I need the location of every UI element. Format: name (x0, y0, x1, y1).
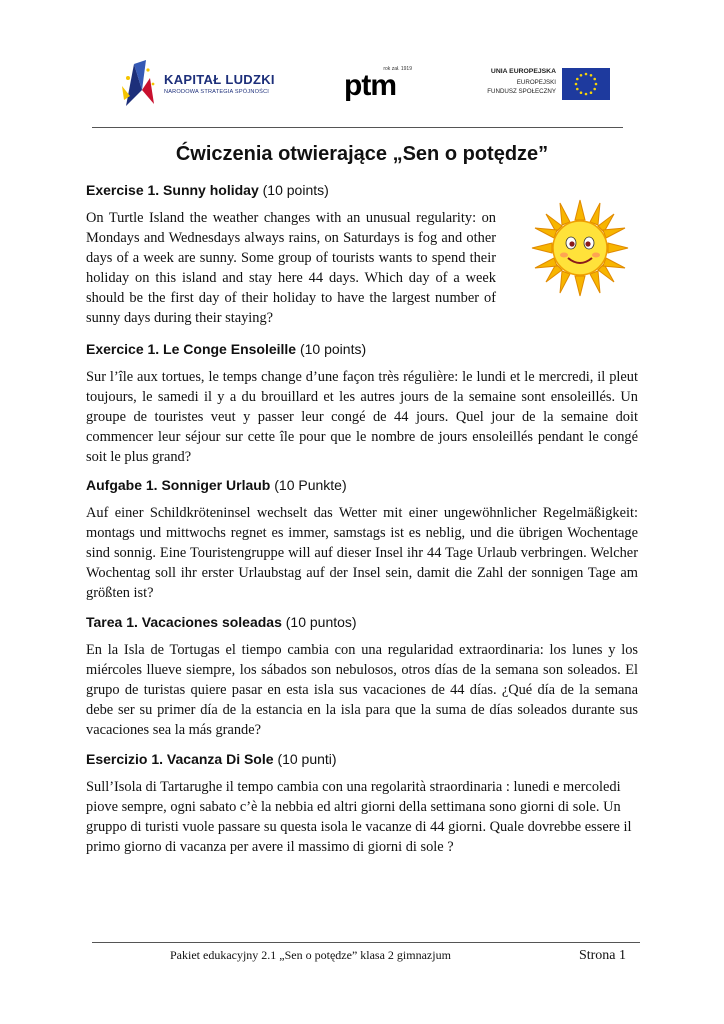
footer-divider (92, 942, 640, 943)
heading-title: Aufgabe 1. Sonniger Urlaub (86, 477, 271, 493)
heading-title: Exercise 1. Sunny holiday (86, 182, 259, 198)
kapital-ludzki-title: KAPITAŁ LUDZKI (164, 72, 275, 87)
exercise-italian (86, 749, 638, 857)
heading-points: (10 Punkte) (274, 477, 347, 493)
heading-points: (10 puntos) (285, 614, 357, 630)
page-number: Strona 1 (578, 948, 626, 963)
eu-flag-icon (562, 68, 610, 100)
kapital-ludzki-logo (120, 56, 290, 108)
eu-subtitle-2: FUNDUSZ SPOŁECZNY (487, 88, 556, 95)
page-header (84, 50, 640, 116)
footer-text: Pakiet edukacyjny 2.1 „Sen o potędze” klasa 2 gimnazjum (170, 948, 451, 962)
section-heading (86, 475, 638, 495)
section-text: On Turtle Island the weather changes with an unusual regularity: on Mondays and Wednesdays always rains, on Saturdays is fog and other days of a week are sunny. Some group of tourists wants to spend their holiday on this island and stay here 44 days. Which day of a week should be the first day of their holiday to have the largest number of sunny days during their staying? (86, 210, 496, 326)
ptm-logo-text: ptm (344, 69, 396, 102)
ptm-logo (342, 60, 414, 104)
section-text: Auf einer Schildkröteninsel wechselt das Wetter mit einer ungewöhnlicher Regelmäßigkeit: montags und mittwochs regnet es immer, samstags ist es neblig, und die übrigen Wochentage sind sonnig. Eine Touristengruppe will auf dieser Insel ihr 44 Tage Urlaub verbringen. Welcher Wochentag soll ihr erster Urlaubstag auf der Insel sein, damit die Zahl der sonnigen Tage am größten ist? (86, 505, 638, 601)
heading-title: Esercizio 1. Vacanza Di Sole (86, 751, 274, 767)
ptm-founded: rok zał. 1919 (383, 66, 412, 72)
section-heading (86, 180, 638, 200)
kapital-ludzki-subtitle: NARODOWA STRATEGIA SPÓJNOŚCI (164, 89, 270, 95)
heading-points: (10 punti) (277, 751, 337, 767)
heading-title: Tarea 1. Vacaciones soleadas (86, 614, 282, 630)
kapital-ludzki-emblem-icon (120, 56, 160, 108)
eu-title: UNIA EUROPEJSKA (490, 68, 556, 75)
section-heading (86, 339, 638, 359)
exercise-german (86, 475, 638, 603)
heading-title: Exercice 1. Le Conge Ensoleille (86, 341, 297, 357)
eu-logo (476, 64, 640, 104)
exercise-spanish (86, 612, 638, 740)
section-heading (86, 612, 638, 632)
eu-subtitle-1: EUROPEJSKI (516, 79, 556, 86)
section-heading (86, 749, 638, 769)
section-text: Sur l’île aux tortues, le temps change d’une façon très régulière: le lundi et le mercredi, il pleut toujours, le samedi il y a du brouillard et les autres jours de la semaine sont ensoleillés. Un groupe de touristes veut y passer leur congé de 44 jours. Quel jour de la semaine doit commencer leur séjour sur cette île pour que le nombre de jours ensoleillés pendant le congé soit le plus grand? (86, 369, 638, 465)
page-title: Ćwiczenia otwierające „Sen o potędze” (175, 143, 549, 165)
section-text: En la Isla de Tortugas el tiempo cambia con una regularidad extraordinaria: los lunes y los miércoles llueve siempre, los sábados son nebulosos, otros días de la semana son soleados. El grupo de turistas quiere pasar en esta isla sus vacaciones de 44 días. ¿Qué día de la semana debe ser su primer día de la estancia en la isla para que la suma de días soleados durante sus vacaciones sea la más grande? (86, 642, 638, 738)
section-text: Sull’Isola di Tartarughe il tempo cambia con una regolarità straordinaria : lunedi e mercoledi piove sempre, ogni sabato c’è la nebbia ed altri giorni della settimana sono giorni di sole. Un gruppo di turisti vuole passare su questa isola le vacanze di 44 giorni. Quale dovrebbe essere il primo giorno di vacanza per avere il massimo di giorni di sole ? (86, 779, 632, 855)
sun-icon (530, 198, 630, 298)
exercise-french (86, 339, 638, 467)
header-divider (92, 127, 623, 128)
heading-points: (10 points) (299, 341, 367, 357)
heading-points: (10 points) (262, 182, 329, 198)
